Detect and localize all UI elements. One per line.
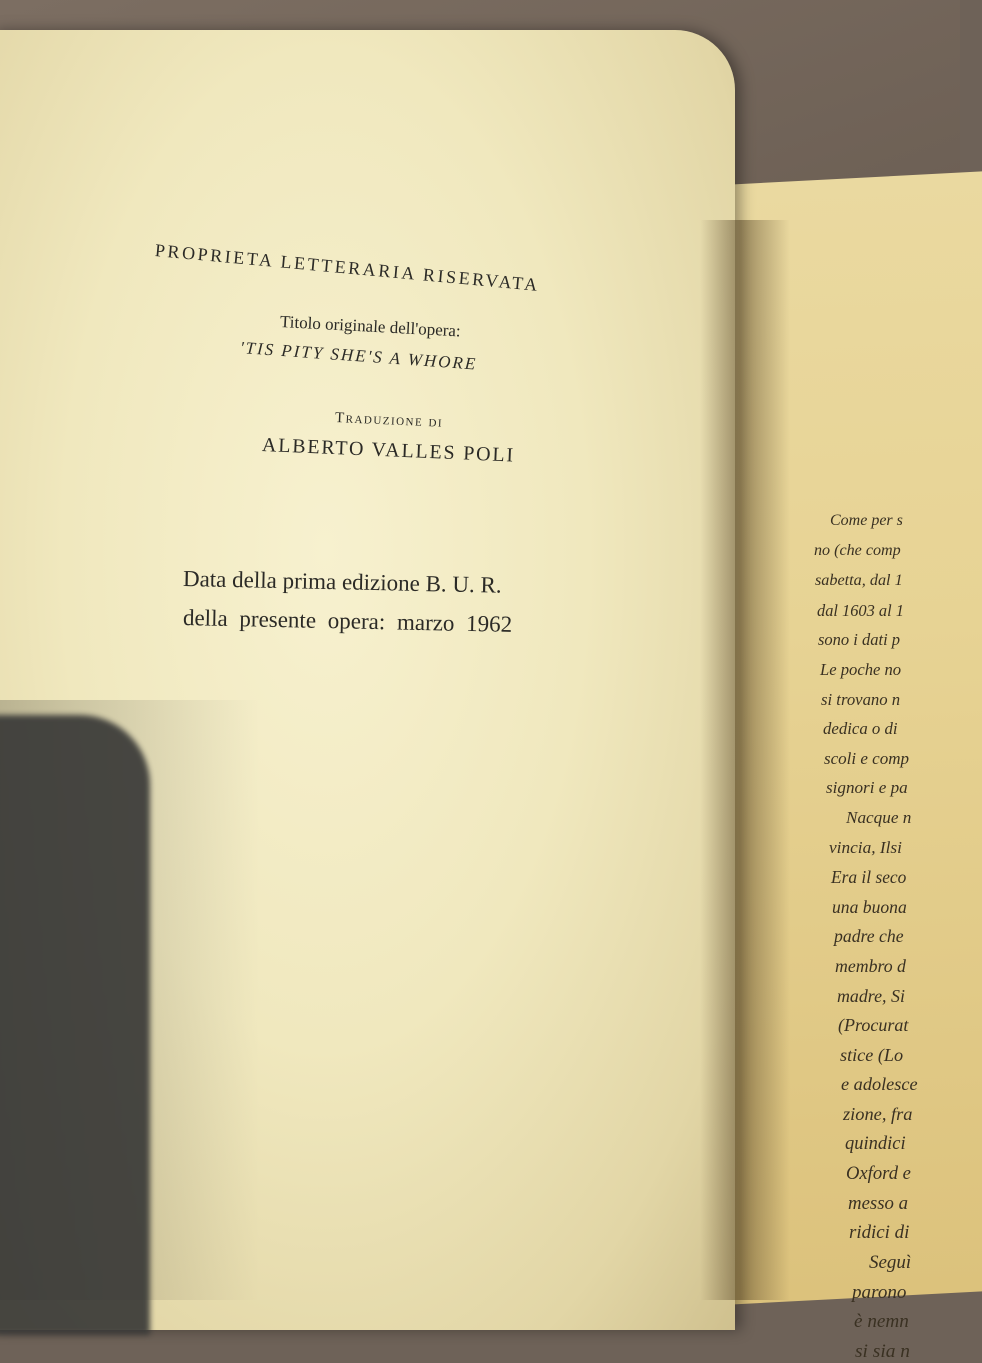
right-page-line: ridici di [849, 1222, 910, 1243]
right-page-line: parono [852, 1282, 907, 1303]
book-gutter [700, 220, 790, 1300]
right-page-line: padre che [834, 926, 904, 946]
right-page-line: Seguì [869, 1252, 912, 1273]
rights-notice: PROPRIETA LETTERARIA RISERVATA [154, 240, 541, 295]
right-page-line: Oxford e [846, 1163, 911, 1184]
right-page-line: dal 1603 al 1 [817, 601, 904, 620]
right-page-line: stice (Lo [840, 1045, 904, 1065]
right-page-line: no (che comp [814, 542, 901, 559]
right-page-line: sono i dati p [818, 630, 901, 649]
right-page-line: (Procurat [838, 1015, 909, 1035]
edition-line-2: della presente opera: marzo 1962 [182, 605, 513, 637]
right-page-line: madre, Si [837, 986, 905, 1006]
right-page-line: scoli e comp [824, 749, 909, 768]
right-page-line: vincia, Ilsi [829, 838, 902, 857]
right-page-line: una buona [832, 897, 907, 917]
right-page-line: signori e pa [826, 778, 908, 797]
right-page-line: Le poche no [820, 660, 902, 679]
edition-line-1: Data della prima edizione B. U. R. [182, 566, 502, 598]
translation-label: Traduzione di [334, 410, 444, 431]
right-page-line: quindici [845, 1134, 906, 1154]
right-page-line: è nemn [854, 1311, 909, 1332]
right-page-line: si trovano n [821, 690, 901, 709]
right-page-line: Come per s [830, 512, 903, 529]
right-page-line: membro d [835, 956, 906, 976]
right-page-line: si sia n [855, 1341, 910, 1362]
right-page-line: dedica o di [823, 719, 898, 738]
right-page-line: Nacque n [846, 808, 912, 827]
hand-shadow [0, 715, 150, 1335]
right-page-line: messo a [848, 1193, 908, 1214]
translator-name: ALBERTO VALLES POLI [261, 434, 516, 467]
original-title-label: Titolo originale dell'opera: [279, 312, 462, 341]
right-page-line: Era il seco [831, 867, 907, 887]
right-page-line: sabetta, dal 1 [815, 571, 903, 589]
original-title: 'TIS PITY SHE'S A WHORE [239, 338, 478, 374]
right-page-line: zione, fra [843, 1104, 913, 1124]
right-page-line: e adolesce [841, 1074, 918, 1094]
